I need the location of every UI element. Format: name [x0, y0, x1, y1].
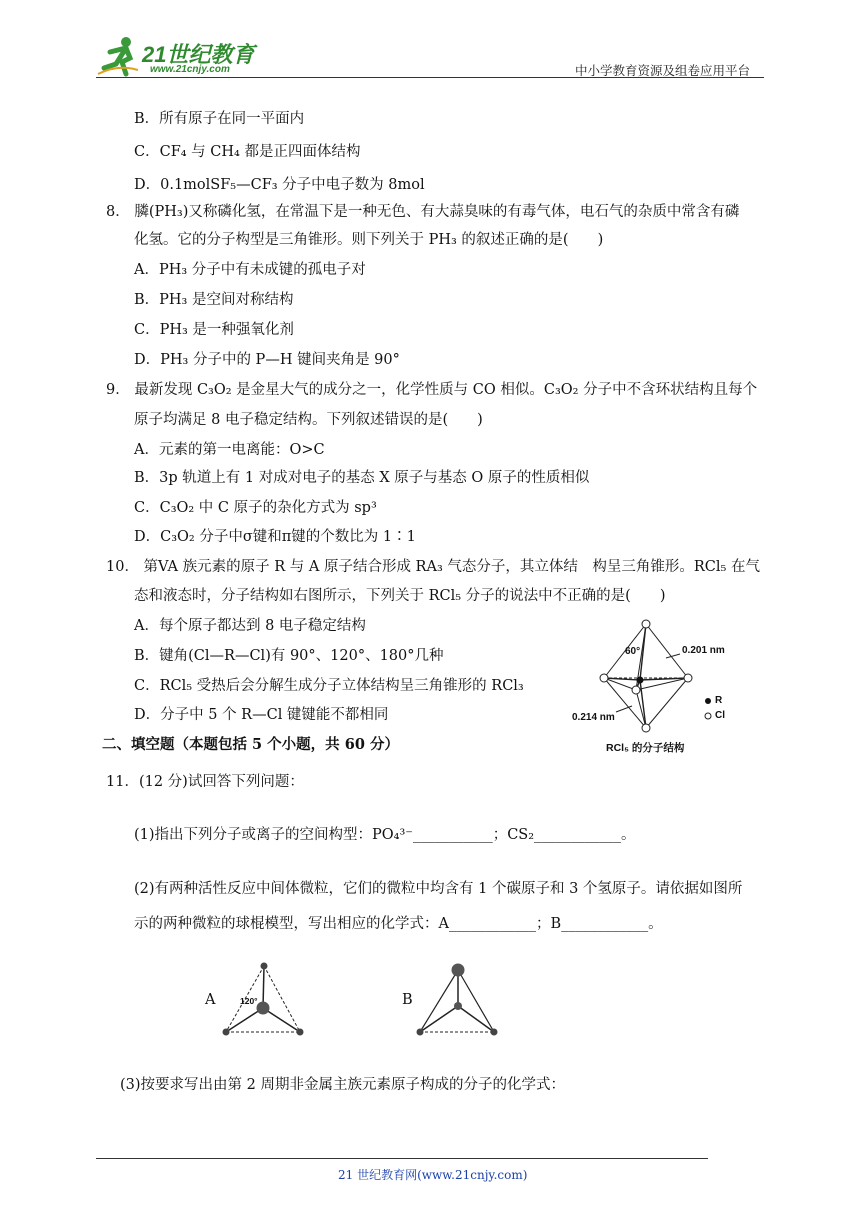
model-b-figure [414, 962, 504, 1042]
rcl5-bond-label-2: 0.214 nm [572, 712, 615, 723]
legend-cl-dot-icon [705, 713, 711, 719]
q9-option-d: D．C₃O₂ 分子中σ键和π键的个数比为 1∶1 [134, 529, 416, 545]
q10-option-a: A．每个原子都达到 8 电子稳定结构 [134, 618, 366, 634]
q9-option-a: A．元素的第一电离能：O>C [134, 442, 325, 458]
model-a-angle-label: 120° [240, 996, 258, 1006]
q8-option-c: C．PH₃ 是一种强氧化剂 [134, 322, 294, 338]
rcl5-legend-r: R [715, 695, 723, 706]
q9-option-c: C．C₃O₂ 中 C 原子的杂化方式为 sp³ [134, 500, 377, 516]
q10-stem-line1: 10． 第VA 族元素的原子 R 与 A 原子结合形成 RA₃ 气态分子，其立体结 构呈三角锥形。RCl₅ 在气 [106, 559, 760, 575]
q11-part2-line1: (2)有两种活性反应中间体微粒，它们的微粒中均含有 1 个碳原子和 3 个氢原子。请依据如图所 [134, 881, 743, 897]
q9-option-b: B．3p 轨道上有 1 对成对电子的基态 X 原子与基态 O 原子的性质相似 [134, 470, 590, 486]
runner-logo-icon [96, 34, 140, 78]
rcl5-caption: RCl₅ 的分子结构 [606, 742, 685, 754]
figure-label-b: B [402, 992, 413, 1008]
q10-option-b: B．键角(Cl—R—Cl)有 90°、120°、180°几种 [134, 648, 444, 664]
legend-r-dot-icon [705, 698, 711, 704]
model-a-figure [220, 962, 310, 1042]
logo [96, 34, 266, 78]
q8-option-a: A．PH₃ 分子中有未成键的孤电子对 [134, 262, 366, 278]
q7-option-d: D．0.1molSF₅—CF₃ 分子中电子数为 8mol [134, 177, 425, 193]
q8-stem-line1: 8． 膦(PH₃)又称磷化氢，在常温下是一种无色、有大蒜臭味的有毒气体，电石气的杂质中常含有磷 [106, 204, 740, 220]
q9-stem-line1: 9． 最新发现 C₃O₂ 是金星大气的成分之一，化学性质与 CO 相似。C₃O₂ 分子中不含环状结构且每个 [106, 382, 758, 398]
q10-option-d: D．分子中 5 个 R—Cl 键键能不都相同 [134, 707, 389, 723]
q8-option-b: B．PH₃ 是空间对称结构 [134, 292, 294, 308]
q10-stem-line2: 态和液态时，分子结构如右图所示，下列关于 RCl₅ 分子的说法中不正确的是( ) [134, 588, 666, 604]
q10-option-c: C．RCl₅ 受热后会分解生成分子立体结构呈三角锥形的 RCl₃ [134, 678, 524, 694]
header-divider [96, 77, 764, 78]
q8-stem-line2: 化氢。它的分子构型是三角锥形。则下列关于 PH₃ 的叙述正确的是( ) [134, 232, 604, 248]
q11-part1: (1)指出下列分子或离子的空间构型：PO₄³⁻___________；CS₂____________。 [134, 827, 636, 843]
rcl5-legend-cl: Cl [715, 710, 725, 721]
q7-option-c: C．CF₄ 与 CH₄ 都是正四面体结构 [134, 144, 361, 160]
q9-stem-line2: 原子均满足 8 电子稳定结构。下列叙述错误的是( ) [134, 412, 483, 428]
rcl5-bond-label-1: 0.201 nm [682, 645, 725, 656]
section2-title: 二、填空题（本题包括 5 个小题，共 60 分） [102, 736, 399, 753]
logo-url: www.21cnjy.com [150, 64, 230, 75]
rcl5-angle-label: 60° [625, 646, 641, 657]
q7-option-b: B．所有原子在同一平面内 [134, 111, 305, 127]
footer-divider [96, 1158, 708, 1159]
figure-label-a: A [205, 992, 216, 1008]
q11-part2-line2: 示的两种微粒的球棍模型，写出相应的化学式：A____________；B____________。 [134, 916, 663, 932]
q11-part3: (3)按要求写出由第 2 周期非金属主族元素原子构成的分子的化学式： [120, 1077, 565, 1093]
q8-option-d: D．PH₃ 分子中的 P—H 键间夹角是 90° [134, 352, 400, 368]
rcl5-structure-figure [566, 608, 736, 758]
logo-text: 21世纪教育 [142, 42, 255, 67]
footer-text: 21 世纪教育网(www.21cnjy.com) [338, 1168, 528, 1182]
q11-head: 11．(12 分)试回答下列问题： [106, 774, 304, 790]
header-platform: 中小学教育资源及组卷应用平台 [575, 63, 751, 78]
